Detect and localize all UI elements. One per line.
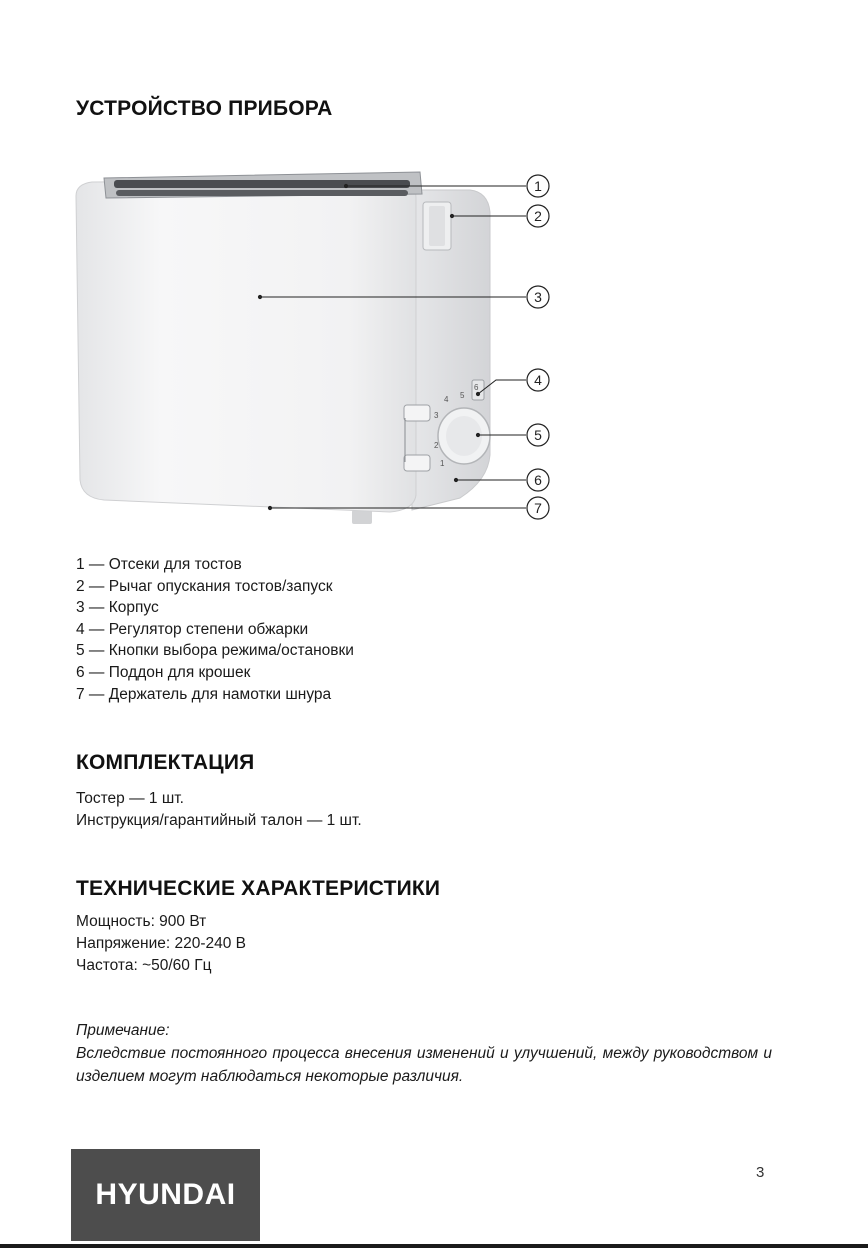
part-item-1: 1 — Отсеки для тостов	[76, 556, 242, 573]
note	[76, 1019, 772, 1088]
dial-mark-5: 5	[460, 391, 465, 400]
dial-mark-4: 4	[444, 395, 449, 404]
part-item-7: 7 — Держатель для намотки шнура	[76, 685, 332, 703]
part-item-4: 4 — Регулятор степени обжарки	[76, 620, 309, 638]
callout-2: 2	[534, 208, 542, 224]
brand-logo	[71, 1149, 260, 1241]
callout-3: 3	[534, 289, 542, 305]
note-text: Вследствие постоянного процесса внесения изменений и улучшений, между руководством и изделием могут наблюдаться некоторые различия.	[76, 1045, 772, 1085]
part-item-2: 2 — Рычаг опускания тостов/запуск	[76, 577, 333, 595]
spec-list	[76, 911, 246, 977]
dial-mark-1: 1	[440, 459, 445, 468]
callout-7: 7	[534, 500, 542, 516]
dial-mark-6: 6	[474, 383, 479, 392]
toaster-diagram	[60, 150, 580, 535]
part-item-5: 5 — Кнопки выбора режима/остановки	[76, 642, 354, 660]
section-title-kit: КОМПЛЕКТАЦИЯ	[76, 751, 255, 774]
spec-voltage: Напряжение: 220-240 В	[76, 935, 247, 952]
callout-4: 4	[534, 372, 542, 388]
spec-frequency: Частота: ~50/60 Гц	[76, 957, 212, 974]
parts-list	[76, 554, 354, 705]
section-title-specs: ТЕХНИЧЕСКИЕ ХАРАКТЕРИСТИКИ	[76, 877, 441, 900]
dial-mark-2: 2	[434, 441, 439, 450]
note-label: Примечание:	[76, 1022, 170, 1039]
callout-1: 1	[534, 178, 542, 194]
brand-name: HYUNDAI	[95, 1178, 236, 1211]
kit-item-toaster: Тостер — 1 шт.	[76, 790, 184, 807]
section-title-device: УСТРОЙСТВО ПРИБОРА	[76, 97, 333, 120]
page-number: 3	[756, 1164, 765, 1181]
bottom-rule	[0, 1244, 868, 1248]
toaster-illustration	[76, 172, 490, 524]
callout-6: 6	[534, 472, 542, 488]
dial-mark-3: 3	[434, 411, 439, 420]
kit-item-manual: Инструкция/гарантийный талон — 1 шт.	[76, 812, 362, 829]
kit-list	[76, 788, 362, 832]
spec-power: Мощность: 900 Вт	[76, 913, 207, 930]
part-item-6: 6 — Поддон для крошек	[76, 663, 251, 681]
part-item-3: 3 — Корпус	[76, 599, 159, 617]
callout-5: 5	[534, 427, 542, 443]
